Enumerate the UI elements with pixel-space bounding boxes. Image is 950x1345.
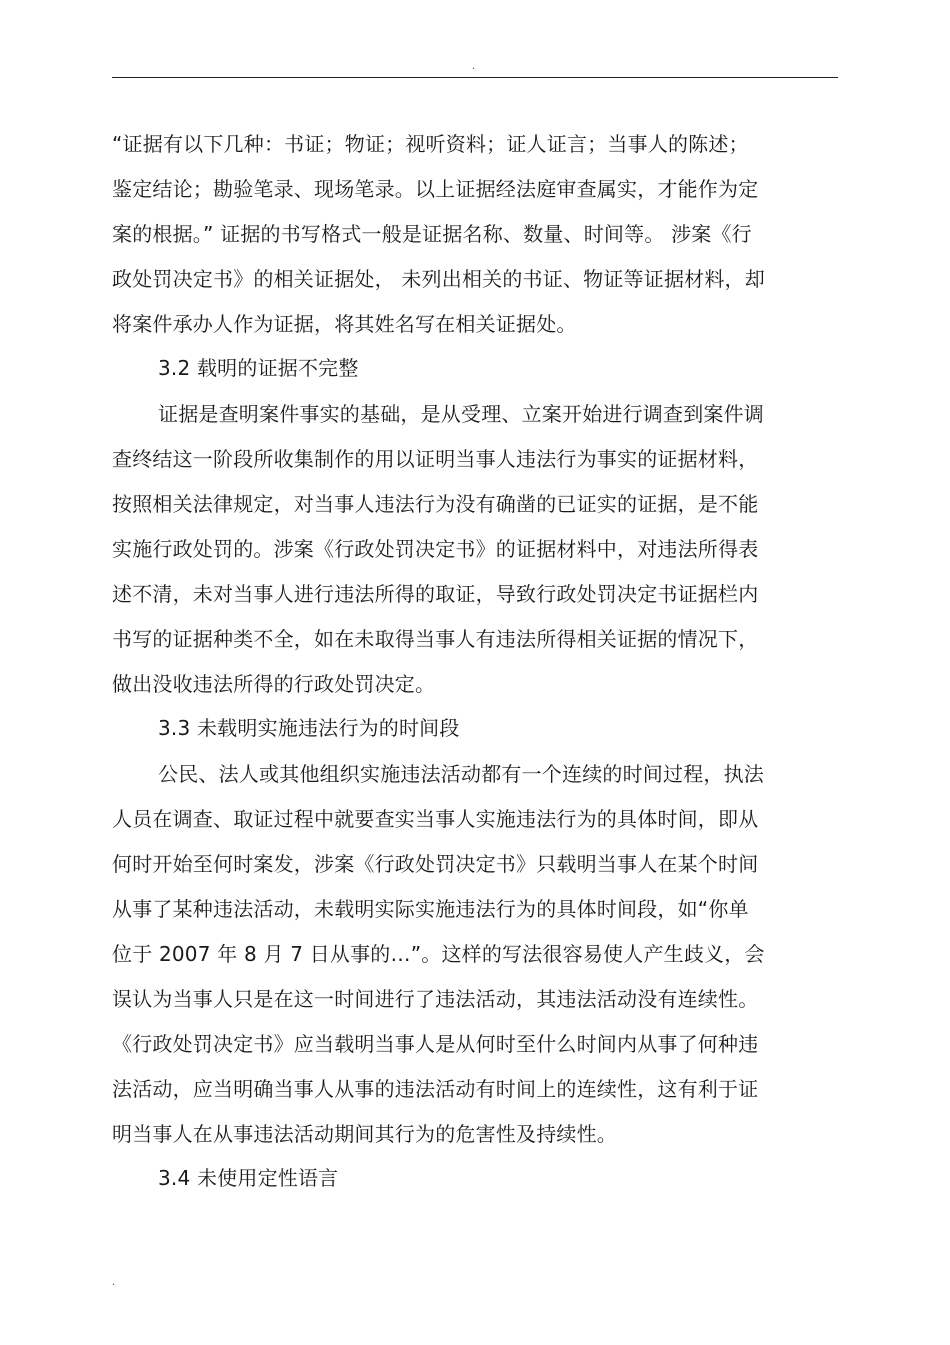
header-mark: . [472, 61, 476, 72]
paragraph-line: 法活动，应当明确当事人从事的违法活动有时间上的连续性，这有利于证 [112, 1077, 759, 1101]
paragraph-line: 实施行政处罚的。涉案《行政处罚决定书》的证据材料中，对违法所得表 [112, 537, 759, 561]
section-heading-3-3: 3.3 未载明实施违法行为的时间段 [158, 716, 460, 740]
paragraph-line: 按照相关法律规定，对当事人违法行为没有确凿的已证实的证据，是不能 [112, 492, 759, 516]
paragraph-line: 案的根据。” 证据的书写格式一般是证据名称、数量、时间等。 涉案《行 [112, 222, 752, 246]
paragraph-line: 何时开始至何时案发，涉案《行政处罚决定书》只载明当事人在某个时间 [112, 852, 759, 876]
paragraph-line: 政处罚决定书》的相关证据处， 未列出相关的书证、物证等证据材料，却 [112, 267, 765, 291]
paragraph-line: 查终结这一阶段所收集制作的用以证明当事人违法行为事实的证据材料， [112, 447, 759, 471]
paragraph-line: 人员在调查、取证过程中就要查实当事人实施违法行为的具体时间，即从 [112, 807, 759, 831]
paragraph-line: 书写的证据种类不全，如在未取得当事人有违法所得相关证据的情况下， [112, 627, 759, 651]
paragraph-line: 鉴定结论；勘验笔录、现场笔录。以上证据经法庭审查属实，才能作为定 [112, 177, 759, 201]
paragraph-line: 做出没收违法所得的行政处罚决定。 [112, 672, 436, 696]
paragraph-line: 将案件承办人作为证据，将其姓名写在相关证据处。 [112, 312, 577, 336]
header-rule [112, 77, 838, 78]
paragraph-line: 误认为当事人只是在这一时间进行了违法活动，其违法活动没有连续性。 [112, 987, 759, 1011]
paragraph-line: “证据有以下几种：书证；物证；视听资料；证人证言；当事人的陈述； [112, 132, 749, 156]
paragraph-line: 公民、法人或其他组织实施违法活动都有一个连续的时间过程，执法 [158, 762, 764, 786]
paragraph-line: 证据是查明案件事实的基础，是从受理、立案开始进行调查到案件调 [158, 402, 764, 426]
paragraph-line: 《行政处罚决定书》应当载明当事人是从何时至什么时间内从事了何种违 [112, 1032, 759, 1056]
section-heading-3-4: 3.4 未使用定性语言 [158, 1166, 339, 1190]
paragraph-line: 位于 2007 年 8 月 7 日从事的…”。这样的写法很容易使人产生歧义，会 [112, 942, 765, 966]
section-heading-3-2: 3.2 载明的证据不完整 [158, 356, 359, 380]
footer-mark: . [112, 1277, 116, 1288]
paragraph-line: 从事了某种违法活动，未载明实际实施违法行为的具体时间段，如“你单 [112, 897, 749, 921]
paragraph-line: 述不清，未对当事人进行违法所得的取证，导致行政处罚决定书证据栏内 [112, 582, 759, 606]
paragraph-line: 明当事人在从事违法活动期间其行为的危害性及持续性。 [112, 1122, 617, 1146]
